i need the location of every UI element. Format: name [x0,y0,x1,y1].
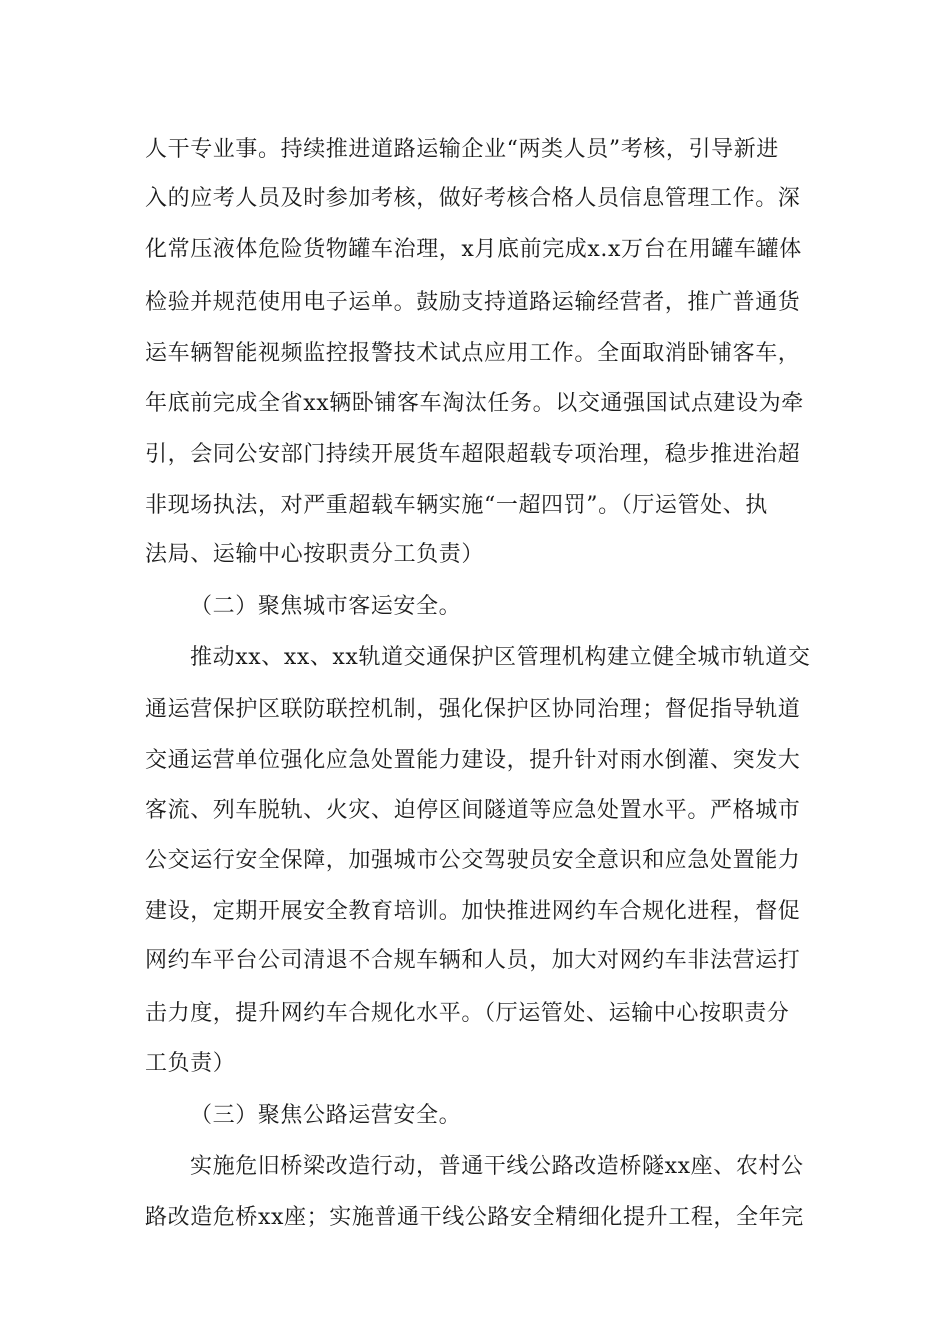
body-text-line: 建设，定期开展安全教育培训。加快推进网约车合规化进程，督促 [145,899,801,924]
body-text-line: 化常压液体危险货物罐车治理，x月底前完成x.x万台在用罐车罐体 [145,237,802,262]
body-text-line: 引，会同公安部门持续开展货车超限超载专项治理，稳步推进治超 [145,442,801,467]
body-text-line: 工负责） [145,1051,236,1076]
body-text-line: 非现场执法，对严重超载车辆实施“一超四罚”。（厅运管处、执 [145,493,768,518]
body-text-line: 年底前完成全省xx辆卧铺客车淘汰任务。以交通强国试点建设为牵 [145,391,804,416]
paragraph-first-line: 推动xx、xx、xx轨道交通保护区管理机构建立健全城市轨道交 [190,645,811,670]
body-text-line: 路改造危桥xx座；实施普通干线公路安全精细化提升工程，全年完 [145,1205,804,1230]
body-text-line: 击力度，提升网约车合规化水平。（厅运管处、运输中心按职责分 [145,1001,790,1026]
body-text-line: 公交运行安全保障，加强城市公交驾驶员安全意识和应急处置能力 [145,848,801,873]
section-heading: （三）聚焦公路运营安全。 [190,1103,462,1128]
paragraph-first-line: 实施危旧桥梁改造行动，普通干线公路改造桥隧xx座、农村公 [190,1154,804,1179]
body-text-line: 通运营保护区联防联控机制，强化保护区协同治理；督促指导轨道 [145,697,801,722]
body-text-line: 运车辆智能视频监控报警技术试点应用工作。全面取消卧铺客车， [145,341,801,366]
body-text-line: 入的应考人员及时参加考核，做好考核合格人员信息管理工作。深 [145,186,801,211]
section-heading: （二）聚焦城市客运安全。 [190,594,462,619]
body-text-line: 网约车平台公司清退不合规车辆和人员，加大对网约车非法营运打 [145,948,801,973]
body-text-line: 交通运营单位强化应急处置能力建设，提升针对雨水倒灌、突发大 [145,748,801,773]
body-text-line: 人干专业事。持续推进道路运输企业“两类人员”考核，引导新进 [145,137,779,162]
body-text-line: 检验并规范使用电子运单。鼓励支持道路运输经营者，推广普通货 [145,290,801,315]
body-text-line: 客流、列车脱轨、火灾、迫停区间隧道等应急处置水平。严格城市 [145,798,801,823]
body-text-line: 法局、运输中心按职责分工负责） [145,542,485,567]
